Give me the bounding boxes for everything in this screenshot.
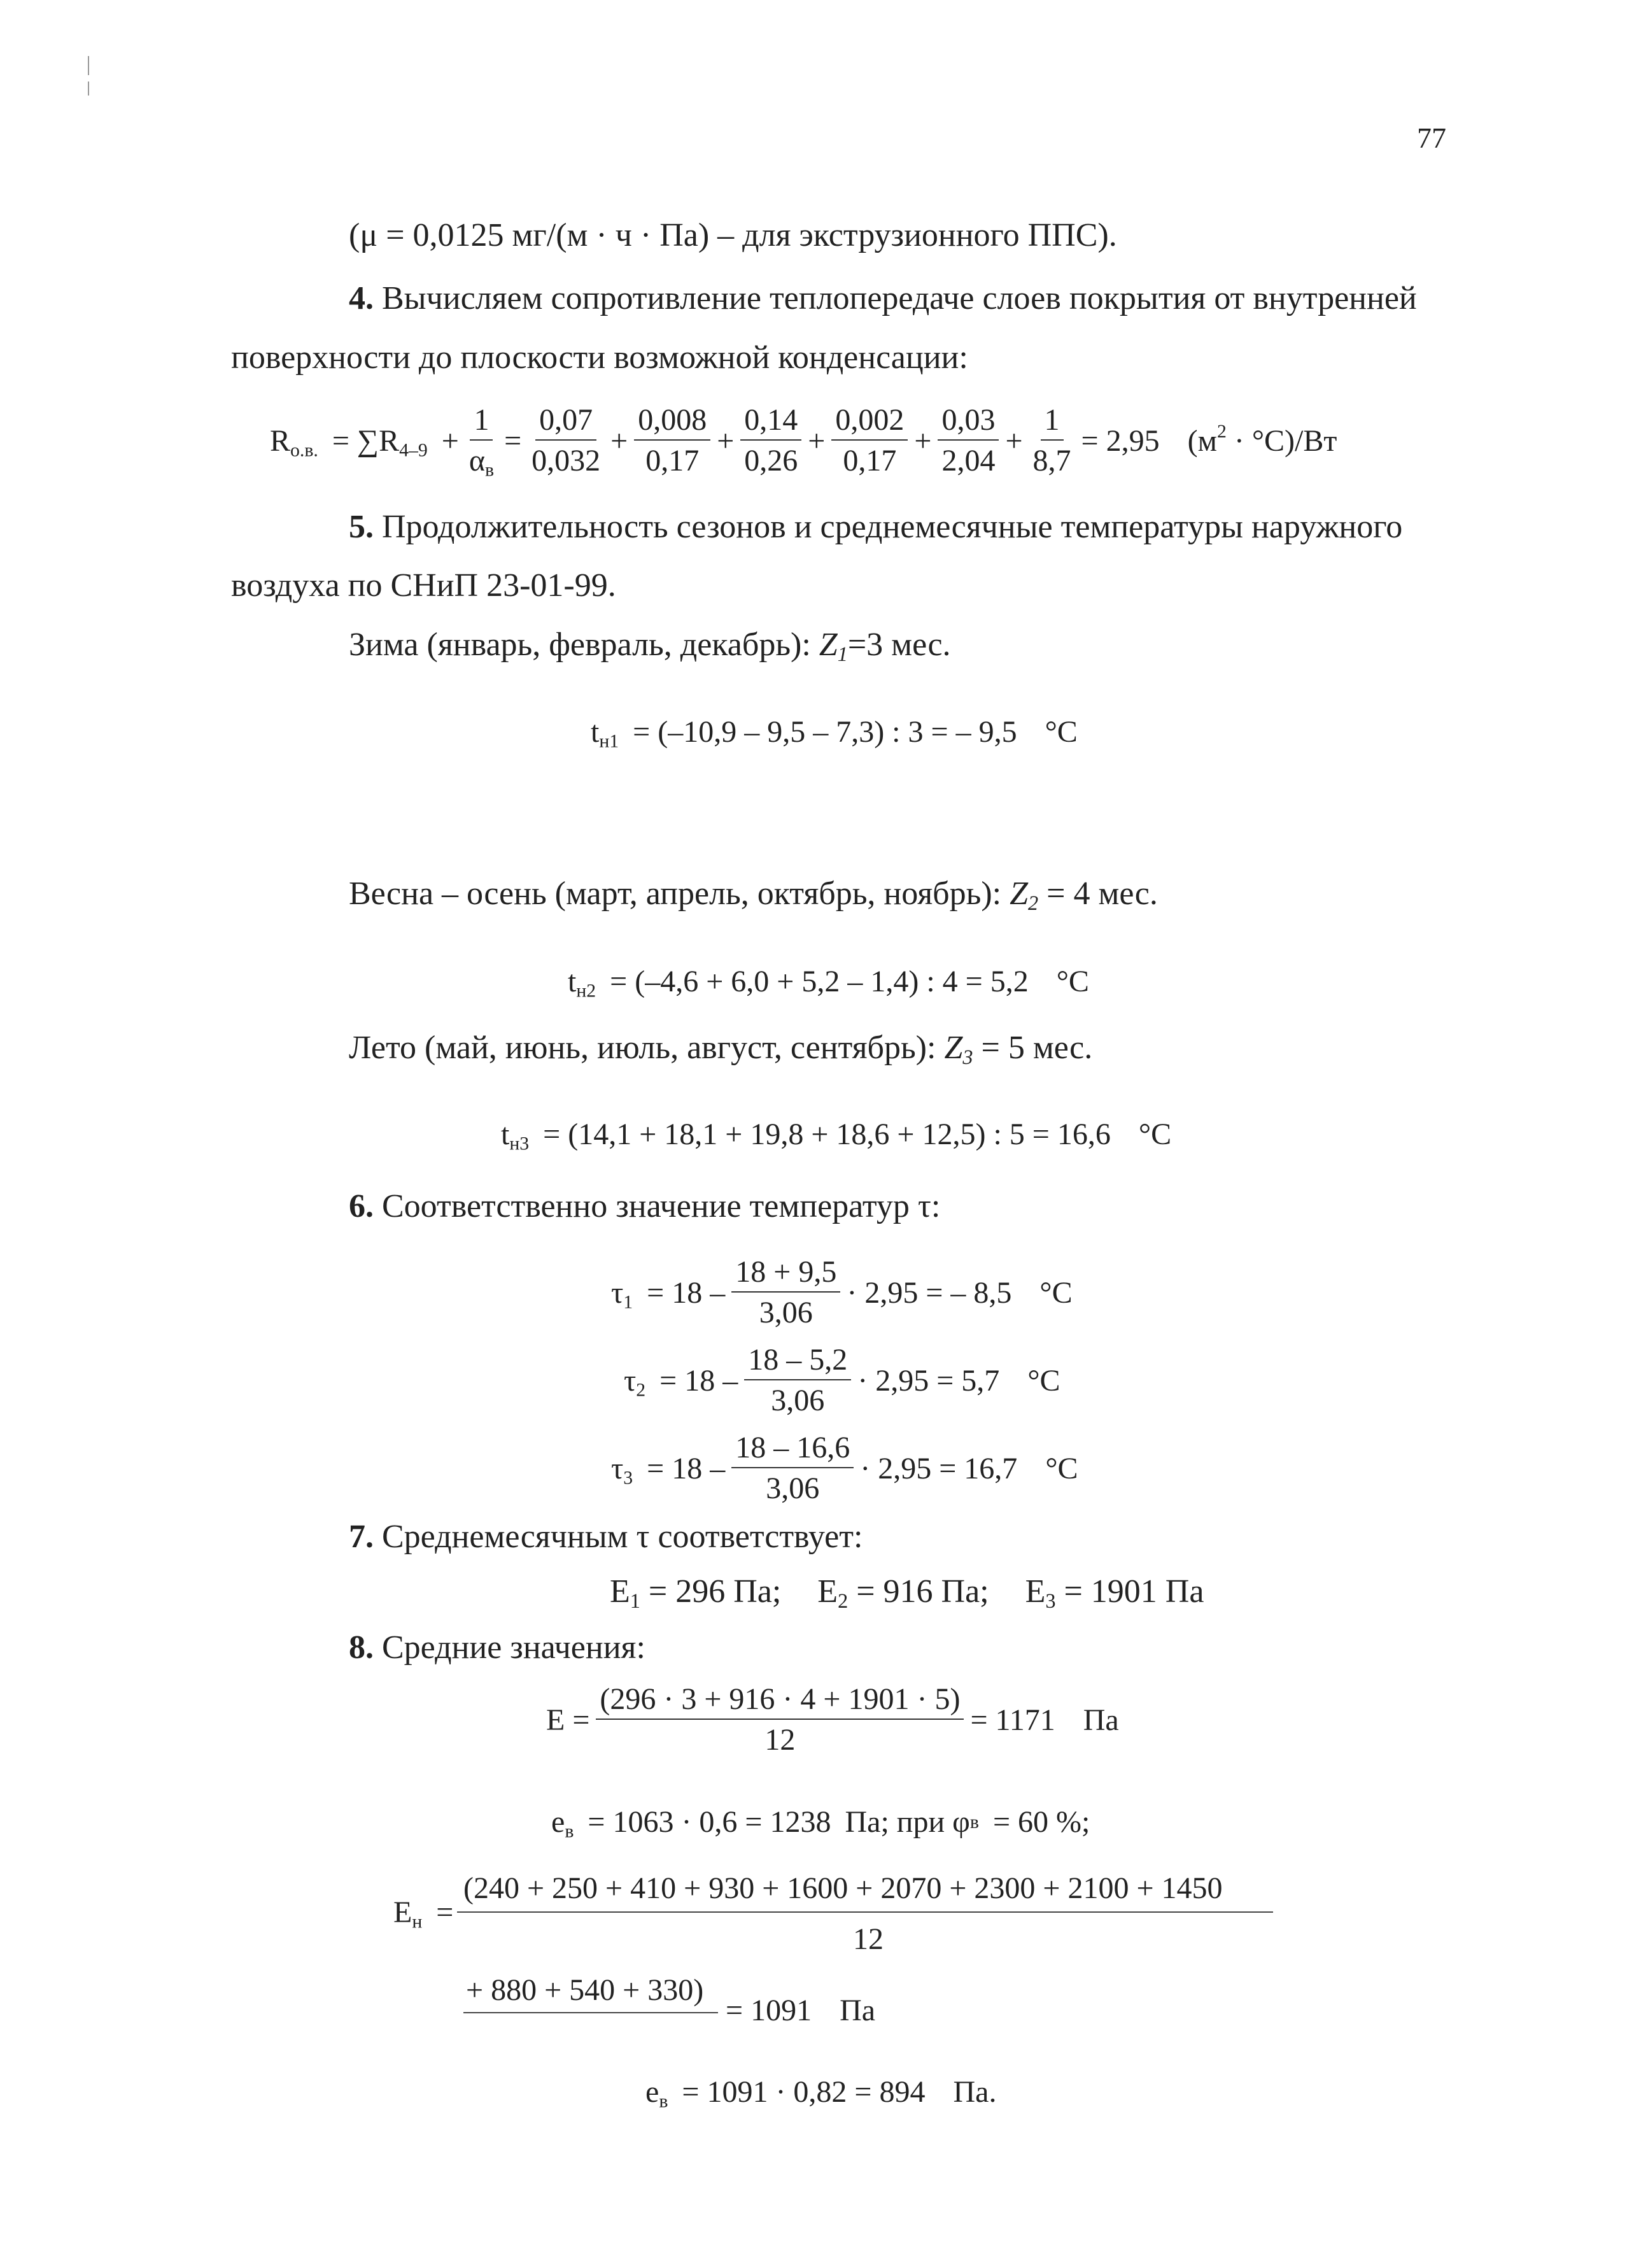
plus-sign: + bbox=[717, 423, 735, 458]
tau3-equation: $\tau_3$ = 18 – $\frac{18 - 16,6}{3,06}$ · 2,95 = 16,7 °С bbox=[611, 1431, 1078, 1505]
fraction-1: $\frac{0,07}{0,032}$ bbox=[532, 403, 601, 478]
section-8-text: Средние значения: bbox=[382, 1629, 645, 1666]
section-8 bbox=[349, 1631, 645, 1664]
eq-r-unit: $(м^2 \cdot ^\circ С)/Вт$ bbox=[1187, 420, 1337, 458]
average-e-equation: E = $\frac{(296 \cdot 3 + 916 \cdot 4 + 1901 \cdot 5)}{12}$ = 1171 Па bbox=[546, 1682, 1119, 1757]
section-7-number: 7. bbox=[349, 1519, 374, 1555]
section-6-number: 6. bbox=[349, 1188, 374, 1224]
mu-note: (μ = 0,0125 мг/(м · ч · Па) – для экструзионного ППС). bbox=[349, 217, 1117, 253]
saturation-pressure-values: $E_1 = 296$ Па; $E_2 = 916$ Па; $E_3 = 1901$ Па bbox=[610, 1573, 1204, 1613]
outer-e-numerator: (240 + 250 + 410 + 930 + 1600 + 2070 + 2300 + 2100 + 1450 bbox=[463, 1871, 1223, 1905]
plus-sign: + bbox=[1005, 423, 1023, 458]
outer-e-continuation: + 880 + 540 + 330) bbox=[466, 1973, 704, 2007]
scan-mark bbox=[88, 82, 89, 96]
resistance-equation bbox=[270, 396, 1337, 485]
scan-mark bbox=[88, 56, 89, 75]
section-4-line1 bbox=[349, 282, 1417, 315]
plus-sign: + bbox=[610, 423, 628, 458]
section-5-number: 5. bbox=[349, 509, 374, 545]
page-number: 77 bbox=[1417, 122, 1446, 154]
section-6-text: Соответственно значение температур τ: bbox=[382, 1188, 941, 1224]
section-5-line2: воздуха по СНиП 23-01-99. bbox=[231, 567, 616, 604]
plus-sign: + bbox=[914, 423, 932, 458]
tau2-equation: $\tau_2$ = 18 – $\frac{18 - 5,2}{3,06}$ · 2,95 = 5,7 °С bbox=[624, 1343, 1060, 1417]
plus-sign: + bbox=[808, 423, 826, 458]
outer-e-denominator: 12 bbox=[853, 1922, 884, 1956]
summer-temp-equation: $t_{н3}$ = (14,1 + 18,1 + 19,8 + 18,6 + 12,5) : 5 = 16,6 °С bbox=[501, 1117, 1172, 1154]
outer-e-result: = 1091 Па bbox=[726, 1994, 876, 2027]
plus-sign: + bbox=[441, 423, 459, 458]
vapor-pressure-outer-equation: $e_в$ = 1091 · 0,82 = 894 Па. bbox=[645, 2075, 997, 2112]
fraction-6: $\frac{1}{8,7}$ bbox=[1032, 403, 1071, 478]
section-4-text: Вычисляем сопротивление теплопередаче слоев покрытия от внутренней bbox=[382, 280, 1417, 316]
section-7-text: Среднемесячным τ соответствует: bbox=[382, 1519, 863, 1555]
vapor-pressure-inner-equation: $e_в$ = 1063 · 0,6 = 1238 Па; при φ в = 60 %; bbox=[551, 1805, 1090, 1842]
section-4-number: 4. bbox=[349, 280, 374, 316]
fraction-5: $\frac{0,03}{2,04}$ bbox=[938, 405, 999, 476]
spring-autumn-season: Весна – осень (март, апрель, октябрь, ноябрь): $Z_2 = 4$ мес. bbox=[349, 875, 1158, 915]
section-5-text: Продолжительность сезонов и среднемесячные температуры наружного bbox=[382, 509, 1403, 545]
eq-r-result: = 2,95 bbox=[1081, 423, 1160, 458]
summer-season: Лето (май, июнь, июль, август, сентябрь): $Z_3 = 5$ мес. bbox=[349, 1030, 1093, 1069]
fraction-3: $\frac{0,14}{0,26}$ bbox=[740, 405, 801, 476]
eq-r-sum: = $\sum R_{4-9}$ bbox=[332, 423, 428, 460]
section-5-line1 bbox=[349, 511, 1402, 544]
section-8-number: 8. bbox=[349, 1629, 374, 1666]
equals-sign: = bbox=[504, 423, 522, 458]
winter-temp-equation: $t_{н1}$ = (–10,9 – 9,5 – 7,3) : 3 = – 9,5 °С bbox=[591, 715, 1078, 752]
fraction-4: $\frac{0,002}{0,17}$ bbox=[831, 405, 908, 476]
eq-r-lhs: $R_{о.в.}$ bbox=[270, 423, 318, 460]
section-7 bbox=[349, 1520, 863, 1554]
fraction-line-continuation bbox=[463, 2012, 718, 2013]
spring-temp-equation: $t_{н2}$ = (–4,6 + 6,0 + 5,2 – 1,4) : 4 = 5,2 °С bbox=[568, 965, 1089, 1002]
fraction-line-long bbox=[457, 1911, 1273, 1913]
fraction-2: $\frac{0,008}{0,17}$ bbox=[634, 405, 710, 476]
tau1-equation: $\tau_1$ = 18 – $\frac{18 + 9,5}{3,06}$ · 2,95 = – 8,5 °С bbox=[611, 1255, 1073, 1329]
outer-e-lhs: $E_н$ = bbox=[393, 1896, 454, 1932]
fraction-alpha: $\frac{1}{\alpha_в}$ bbox=[468, 403, 495, 481]
section-6 bbox=[349, 1190, 940, 1223]
section-4-line2: поверхности до плоскости возможной конденсации: bbox=[231, 339, 968, 376]
winter-season: Зима (январь, февраль, декабрь): $Z_1=3$ мес. bbox=[349, 627, 951, 666]
